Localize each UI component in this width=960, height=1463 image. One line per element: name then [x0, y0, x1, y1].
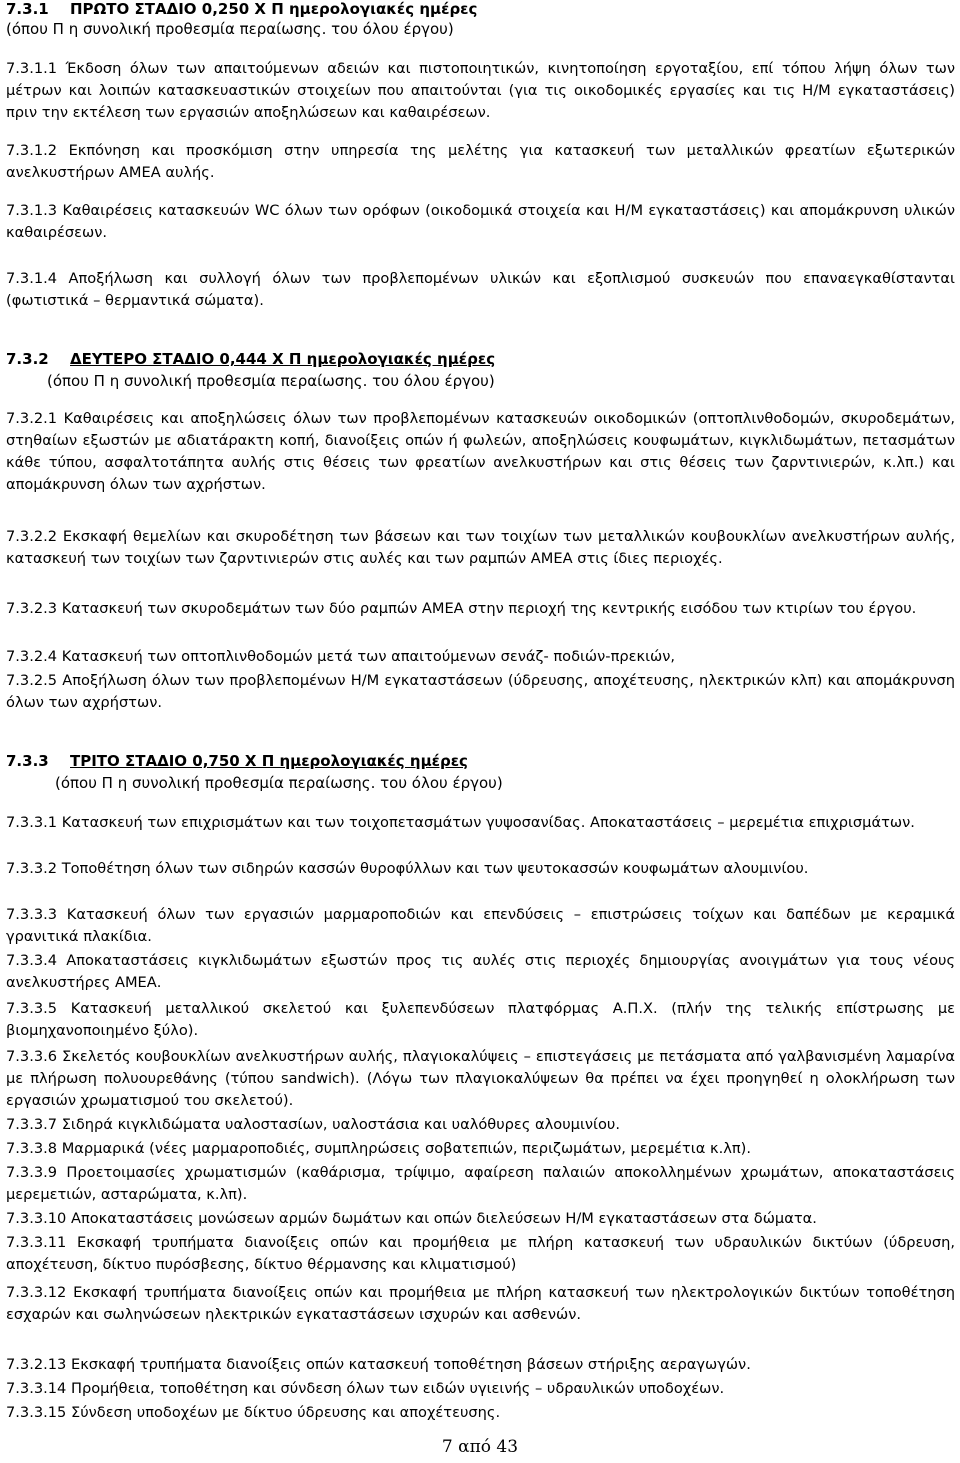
item-number: 7.3.3.8 [6, 1140, 58, 1157]
list-item [6, 408, 955, 496]
item-text: Καθαιρέσεις και αποξηλώσεις όλων των προβλεπομένων κατασκευών οικοδομικών (οπτοπλινθοδομών, σκυροδεμάτων, στηθαίων εξωστών με αδιατάρακτη κοπή, διανοίξεις οπών ή φωλεών, αποξηλώσεις κουφωμάτων, κιγκλιδωμάτων, πετασμάτων κάθε τύπου, ασφαλτοτάπητα αυλής στις θέσεις των φρεατίων ανελκυστήρων και στις θέσεις των ζαρντινιερών, κ.λπ.) και απομάκρυνση όλων των αχρήστων. [6, 410, 955, 493]
list-item [6, 598, 955, 620]
item-text: Σκελετός κουβουκλίων ανελκυστήρων αυλής, πλαγιοκαλύψεις – επιστεγάσεις με πετάσματα από γαλβανισμένη λαμαρίνα με πλήρωση πολυουρεθάνης (τύπου sandwich). (Λόγω των πλαγιοκαλύψεων θα πρέπει να έχει προηγηθεί η ολοκλήρωση των εργασιών χρωματισμού του σκελετού). [6, 1048, 955, 1109]
item-number: 7.3.3.6 [6, 1048, 58, 1065]
list-item [6, 858, 955, 880]
item-number: 7.3.2.5 [6, 672, 58, 689]
section-heading-1 [6, 0, 477, 18]
section-number: 7.3.1 [6, 0, 49, 18]
item-number: 7.3.3.5 [6, 1000, 58, 1017]
item-text: Έκδοση όλων των απαιτούμενων αδειών και πιστοποιητικών, κινητοποίηση εργοταξίου, επί τόπου λήψη όλων των μέτρων και λοιπών κατασκευαστικών στοιχείων που απαιτούνται (για τις οικοδομικές εργασίες και τις Η/Μ εγκαταστάσεις) πριν την εκτέλεση των εργασιών αποξηλώσεων και καθαιρέσεων. [6, 60, 955, 121]
item-text: Κατασκευή των επιχρισμάτων και των τοιχοπετασμάτων γυψοσανίδας. Αποκαταστάσεις – μερεμέτια επιχρισμάτων. [61, 814, 915, 831]
section-subtitle: (όπου Π η συνολική προθεσμία περαίωσης. του όλου έργου) [47, 372, 495, 390]
section-title: ΤΡΙΤΟ ΣΤΑΔΙΟ 0,750 Χ Π ημερολογιακές ημέρες [70, 752, 468, 770]
list-item [6, 1114, 955, 1136]
item-text: Εκσκαφή τρυπήματα διανοίξεις οπών κατασκευή τοποθέτηση βάσεων στήριξης αεραγωγών. [70, 1356, 751, 1373]
item-number: 7.3.3.1 [6, 814, 58, 831]
item-number: 7.3.1.1 [6, 60, 58, 77]
item-text: Σιδηρά κιγκλιδώματα υαλοστασίων, υαλοστάσια και υαλόθυρες αλουμινίου. [61, 1116, 620, 1133]
list-item [6, 1378, 955, 1400]
item-number: 7.3.2.13 [6, 1356, 67, 1373]
list-item [6, 1046, 955, 1112]
list-item [6, 950, 955, 994]
list-item [6, 904, 955, 948]
item-text: Αποξήλωση και συλλογή όλων των προβλεπομένων υλικών και εξοπλισμού συσκευών που επαναεγκαθίστανται (φωτιστικά – θερμαντικά σώματα). [6, 270, 955, 309]
list-item [6, 1208, 955, 1230]
item-text: Αποκαταστάσεις μονώσεων αρμών δωμάτων και οπών διελεύσεων Η/Μ εγκαταστάσεων στα δώματα. [70, 1210, 817, 1227]
item-number: 7.3.3.12 [6, 1284, 67, 1301]
item-text: Τοποθέτηση όλων των σιδηρών κασσών θυροφύλλων και των ψευτοκασσών κουφωμάτων αλουμινίου. [61, 860, 809, 877]
item-text: Εκσκαφή τρυπήματα διανοίξεις οπών και προμήθεια με πλήρη κατασκευή των ηλεκτρολογικών δικτύων τοποθέτηση εσχαρών και σωληνώσεων ηλεκτρικών εγκαταστάσεων ισχυρών και ασθενών. [6, 1284, 956, 1323]
list-item [6, 1354, 955, 1376]
item-text: Προμήθεια, τοποθέτηση και σύνδεση όλων των ειδών υγιεινής – υδραυλικών υποδοχέων. [70, 1380, 725, 1397]
item-text: Καθαιρέσεις κατασκευών WC όλων των ορόφων (οικοδομικά στοιχεία και Η/Μ εγκαταστάσεις) και απομάκρυνση υλικών καθαιρέσεων. [6, 202, 955, 241]
list-item [6, 812, 955, 834]
item-number: 7.3.3.4 [6, 952, 58, 969]
item-number: 7.3.1.2 [6, 142, 58, 159]
page-number: 7 από 43 [441, 1437, 519, 1457]
list-item [6, 1402, 955, 1424]
item-text: Αποξήλωση όλων των προβλεπομένων Η/Μ εγκαταστάσεων (ύδρευσης, αποχέτευσης, ηλεκτρικών κλπ) και απομάκρυνση όλων των αχρήστων. [6, 672, 955, 711]
item-number: 7.3.3.10 [6, 1210, 67, 1227]
section-subtitle: (όπου Π η συνολική προθεσμία περαίωσης. του όλου έργου) [55, 774, 503, 792]
item-number: 7.3.2.1 [6, 410, 58, 427]
section-number: 7.3.2 [6, 350, 49, 368]
item-text: Εκπόνηση και προσκόμιση στην υπηρεσία της μελέτης για κατασκευή των μεταλλικών φρεατίων εξωτερικών ανελκυστήρων ΑΜΕΑ αυλής. [6, 142, 956, 181]
section-number: 7.3.3 [6, 752, 49, 770]
list-item [6, 1282, 955, 1326]
list-item [6, 1232, 955, 1276]
item-number: 7.3.3.9 [6, 1164, 58, 1181]
list-item [6, 526, 955, 570]
list-item [6, 268, 955, 312]
section-heading-3 [6, 752, 468, 770]
item-text: Αποκαταστάσεις κιγκλιδωμάτων εξωστών προς τις αυλές στις περιοχές δημιουργίας ανοιγμάτων για τους νέους ανελκυστήρες ΑΜΕΑ. [6, 952, 956, 991]
item-number: 7.3.1.3 [6, 202, 58, 219]
item-text: Μαρμαρικά (νέες μαρμαροποδιές, συμπληρώσεις σοβατεπιών, περιζωμάτων, μερεμέτια κ.λπ). [61, 1140, 751, 1157]
list-item [6, 58, 955, 124]
item-number: 7.3.3.14 [6, 1380, 67, 1397]
item-text: Εκσκαφή θεμελίων και σκυροδέτηση των βάσεων και των τοιχίων των μεταλλικών κουβουκλίων ανελκυστήρων αυλής, κατασκευή των τοιχίων των ζαρντινιερών στις αυλές και των ραμπών ΑΜΕΑ στις ίδιες περιοχές. [6, 528, 955, 567]
list-item [6, 1162, 955, 1206]
item-number: 7.3.3.15 [6, 1404, 67, 1421]
section-title: ΔΕΥΤΕΡΟ ΣΤΑΔΙΟ 0,444 Χ Π ημερολογιακές ημέρες [70, 350, 496, 368]
item-text: Κατασκευή των σκυροδεμάτων των δύο ραμπών ΑΜΕΑ στην περιοχή της κεντρικής εισόδου των κτιρίων του έργου. [61, 600, 917, 617]
item-number: 7.3.3.7 [6, 1116, 58, 1133]
list-item [6, 200, 955, 244]
list-item [6, 140, 955, 184]
item-text: Κατασκευή όλων των εργασιών μαρμαροποδιών και επενδύσεις – επιστρώσεις τοίχων και δαπέδων με κεραμικά γρανιτικά πλακίδια. [6, 906, 955, 945]
item-number: 7.3.2.2 [6, 528, 58, 545]
list-item [6, 670, 955, 714]
item-text: Εκσκαφή τρυπήματα διανοίξεις οπών και προμήθεια με πλήρη κατασκευή των υδραυλικών δικτύων (ύδρευση, αποχέτευση, δίκτυο πυρόσβεσης, δίκτυο θέρμανσης και κλιματισμού) [6, 1234, 956, 1273]
list-item [6, 1138, 955, 1160]
item-text: Κατασκευή μεταλλικού σκελετού και ξυλεπενδύσεων πλατφόρμας Α.Π.Χ. (πλήν της τελικής επίστρωσης με βιομηχανοποιημένο ξύλο). [6, 1000, 955, 1039]
item-text: Σύνδεση υποδοχέων με δίκτυο ύδρευσης και αποχέτευσης. [70, 1404, 501, 1421]
item-text: Προετοιμασίες χρωματισμών (καθάρισμα, τρίψιμο, αφαίρεση παλαιών αποκολλημένων χρωμάτων, αποκαταστάσεις μερεμετιών, ασταρώματα, κ.λπ). [6, 1164, 956, 1203]
item-number: 7.3.2.4 [6, 648, 58, 665]
list-item [6, 646, 955, 668]
list-item [6, 998, 955, 1042]
item-number: 7.3.3.11 [6, 1234, 67, 1251]
item-number: 7.3.2.3 [6, 600, 58, 617]
section-subtitle: (όπου Π η συνολική προθεσμία περαίωσης. του όλου έργου) [6, 20, 454, 38]
item-number: 7.3.3.3 [6, 906, 58, 923]
section-title: ΠΡΩΤΟ ΣΤΑΔΙΟ 0,250 Χ Π ημερολογιακές ημέρες [70, 0, 478, 18]
section-heading-2 [6, 350, 495, 368]
item-text: Κατασκευή των οπτοπλινθοδομών μετά των απαιτούμενων σενάζ- ποδιών-πρεκιών, [61, 648, 676, 665]
item-number: 7.3.1.4 [6, 270, 58, 287]
item-number: 7.3.3.2 [6, 860, 58, 877]
